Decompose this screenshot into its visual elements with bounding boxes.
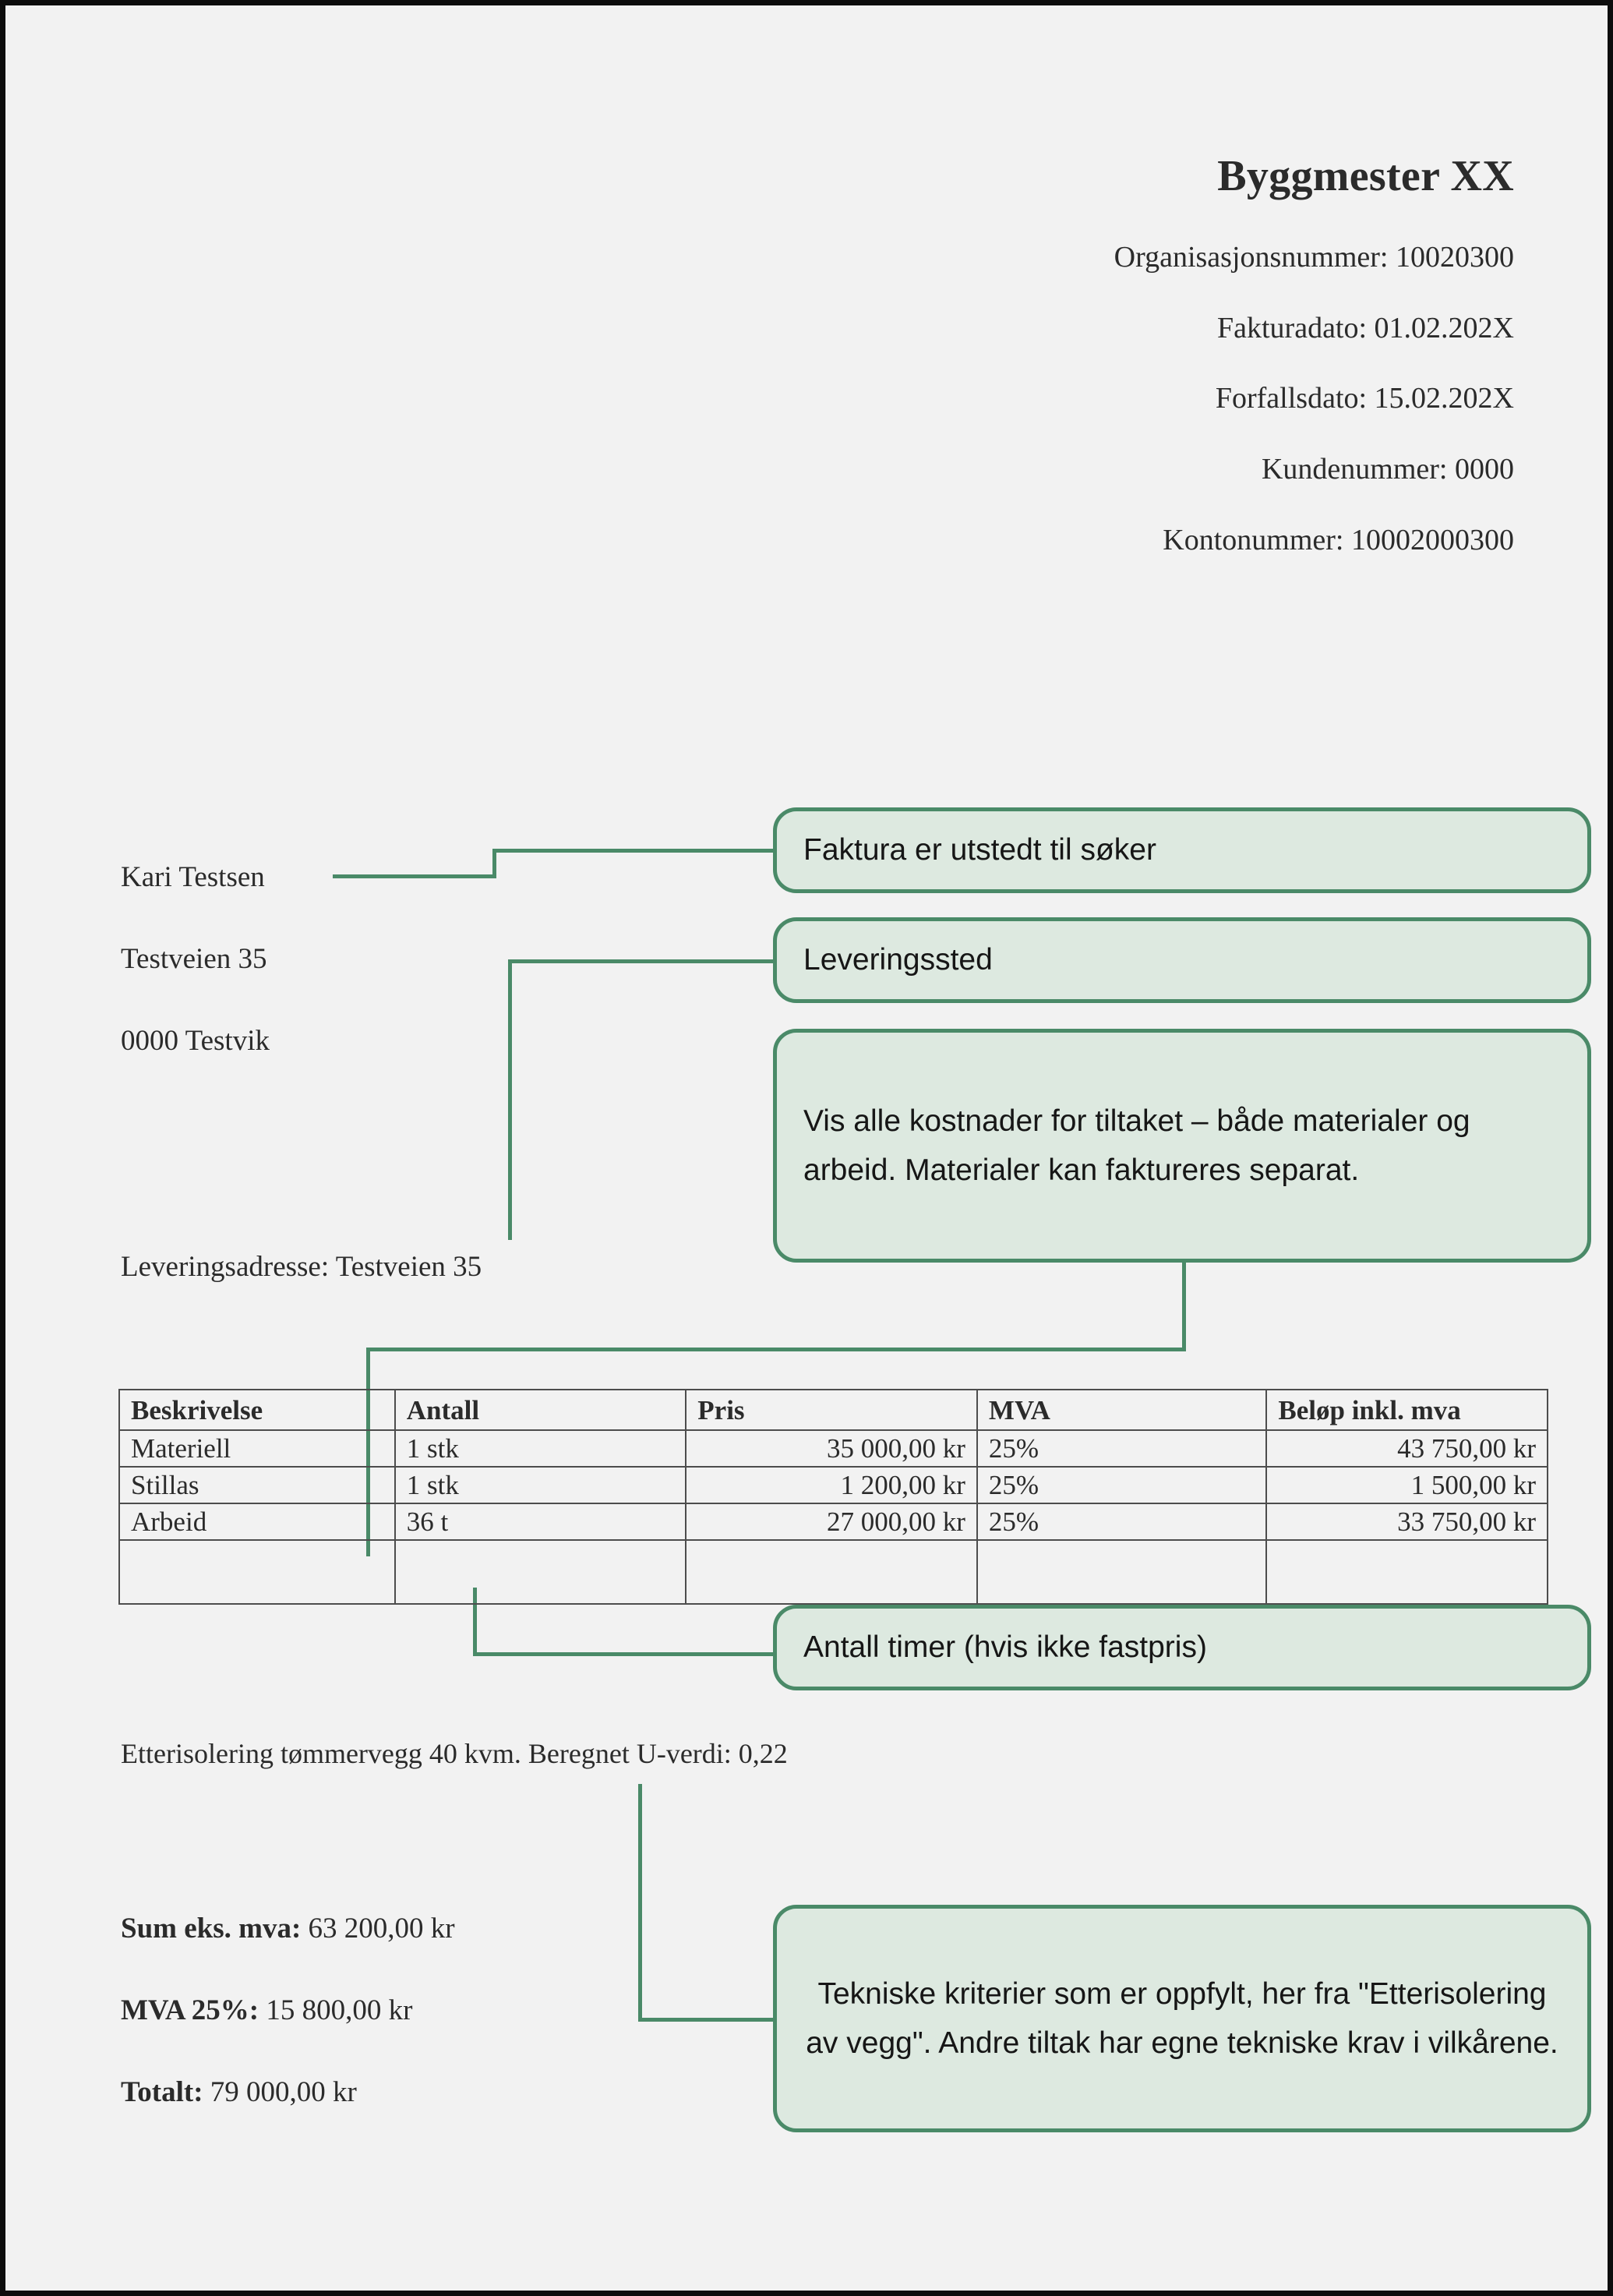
invoice-line-items-table	[118, 1389, 1548, 1605]
totals-block	[121, 1914, 455, 2160]
cell-quantity: 1 stk	[395, 1430, 686, 1467]
connector-criteria-vertical	[638, 1784, 642, 2022]
total-value: 79 000,00 kr	[203, 2076, 357, 2108]
total-row-totalt	[121, 2078, 455, 2107]
cell-quantity: 36 t	[395, 1503, 686, 1540]
connector-delivery-to-callout	[508, 959, 777, 963]
recipient-name: Kari Testsen	[121, 861, 265, 893]
column-header-pris: Pris	[686, 1390, 977, 1430]
organisasjonsnummer-line: Organisasjonsnummer: 10020300	[1114, 240, 1514, 274]
total-row-sum-eks-mva	[121, 1914, 455, 1943]
callout-tekniske-kriterier	[773, 1905, 1591, 2132]
kontonummer-line: Kontonummer: 10002000300	[1163, 523, 1514, 556]
callout-vis-alle-kostnader	[773, 1029, 1591, 1263]
invoice-header	[423, 154, 1514, 595]
kundenummer-line: Kundenummer: 0000	[1261, 453, 1514, 486]
cell-description: Materiell	[119, 1430, 395, 1467]
cell-total: 1 500,00 kr	[1266, 1467, 1548, 1503]
connector-hours-horizontal	[473, 1652, 777, 1656]
recipient-block	[121, 863, 713, 1108]
cell-vat	[977, 1540, 1267, 1604]
cell-quantity	[395, 1540, 686, 1604]
callout-text: Faktura er utstedt til søker	[803, 833, 1156, 867]
cell-vat: 25%	[977, 1503, 1267, 1540]
total-value: 63 200,00 kr	[301, 1913, 455, 1945]
callout-text: Vis alle kostnader for tiltaket – både materialer og arbeid. Materialer kan faktureres separat.	[803, 1104, 1470, 1187]
specification-line: Etterisolering tømmervegg 40 kvm. Beregnet U-verdi: 0,22	[121, 1738, 788, 1769]
forfallsdato-line: Forfallsdato: 15.02.202X	[1215, 382, 1514, 415]
connector-delivery-vertical	[508, 959, 512, 1240]
cell-total: 33 750,00 kr	[1266, 1503, 1548, 1540]
recipient-postal: 0000 Testvik	[121, 1025, 270, 1057]
total-label: Totalt:	[121, 2076, 203, 2108]
cell-total	[1266, 1540, 1548, 1604]
cell-price: 35 000,00 kr	[686, 1430, 977, 1467]
total-label: MVA 25%:	[121, 1994, 259, 2026]
cell-price: 27 000,00 kr	[686, 1503, 977, 1540]
cell-vat: 25%	[977, 1430, 1267, 1467]
connector-criteria-horizontal	[638, 2018, 778, 2022]
column-header-belop: Beløp inkl. mva	[1266, 1390, 1548, 1430]
callout-text: Tekniske kriterier som er oppfylt, her fra "Etterisolering av vegg". Andre tiltak har egne tekniske krav i vilkårene.	[806, 1976, 1558, 2060]
column-header-beskrivelse: Beskrivelse	[119, 1390, 395, 1430]
cell-price: 1 200,00 kr	[686, 1467, 977, 1503]
cell-quantity: 1 stk	[395, 1467, 686, 1503]
table-header-row	[119, 1390, 1548, 1430]
connector-recipient-vertical	[492, 849, 496, 878]
table-row	[119, 1503, 1548, 1540]
connector-costs-horizontal	[366, 1348, 1186, 1351]
table-row-empty	[119, 1540, 1548, 1604]
callout-text: Antall timer (hvis ikke fastpris)	[803, 1630, 1207, 1665]
callout-antall-timer	[773, 1605, 1591, 1690]
table-row	[119, 1467, 1548, 1503]
connector-costs-vertical-upper	[1182, 1263, 1186, 1351]
connector-recipient-to-callout	[492, 849, 777, 853]
table-row	[119, 1430, 1548, 1467]
cell-description: Stillas	[119, 1467, 395, 1503]
cell-description	[119, 1540, 395, 1604]
fakturadato-line: Fakturadato: 01.02.202X	[1216, 311, 1514, 344]
delivery-address-line: Leveringsadresse: Testveien 35	[121, 1251, 482, 1283]
cell-total: 43 750,00 kr	[1266, 1430, 1548, 1467]
connector-recipient-horizontal	[333, 874, 496, 878]
callout-faktura-utstedt	[773, 807, 1591, 893]
column-header-antall: Antall	[395, 1390, 686, 1430]
company-name: Byggmester XX	[1217, 152, 1514, 200]
total-value: 15 800,00 kr	[259, 1994, 413, 2026]
recipient-street: Testveien 35	[121, 943, 267, 975]
total-row-mva	[121, 1996, 455, 2025]
cell-vat: 25%	[977, 1467, 1267, 1503]
total-label: Sum eks. mva:	[121, 1913, 302, 1945]
cell-price	[686, 1540, 977, 1604]
callout-text: Leveringssted	[803, 943, 993, 977]
column-header-mva: MVA	[977, 1390, 1267, 1430]
callout-leveringssted	[773, 917, 1591, 1003]
cell-description: Arbeid	[119, 1503, 395, 1540]
